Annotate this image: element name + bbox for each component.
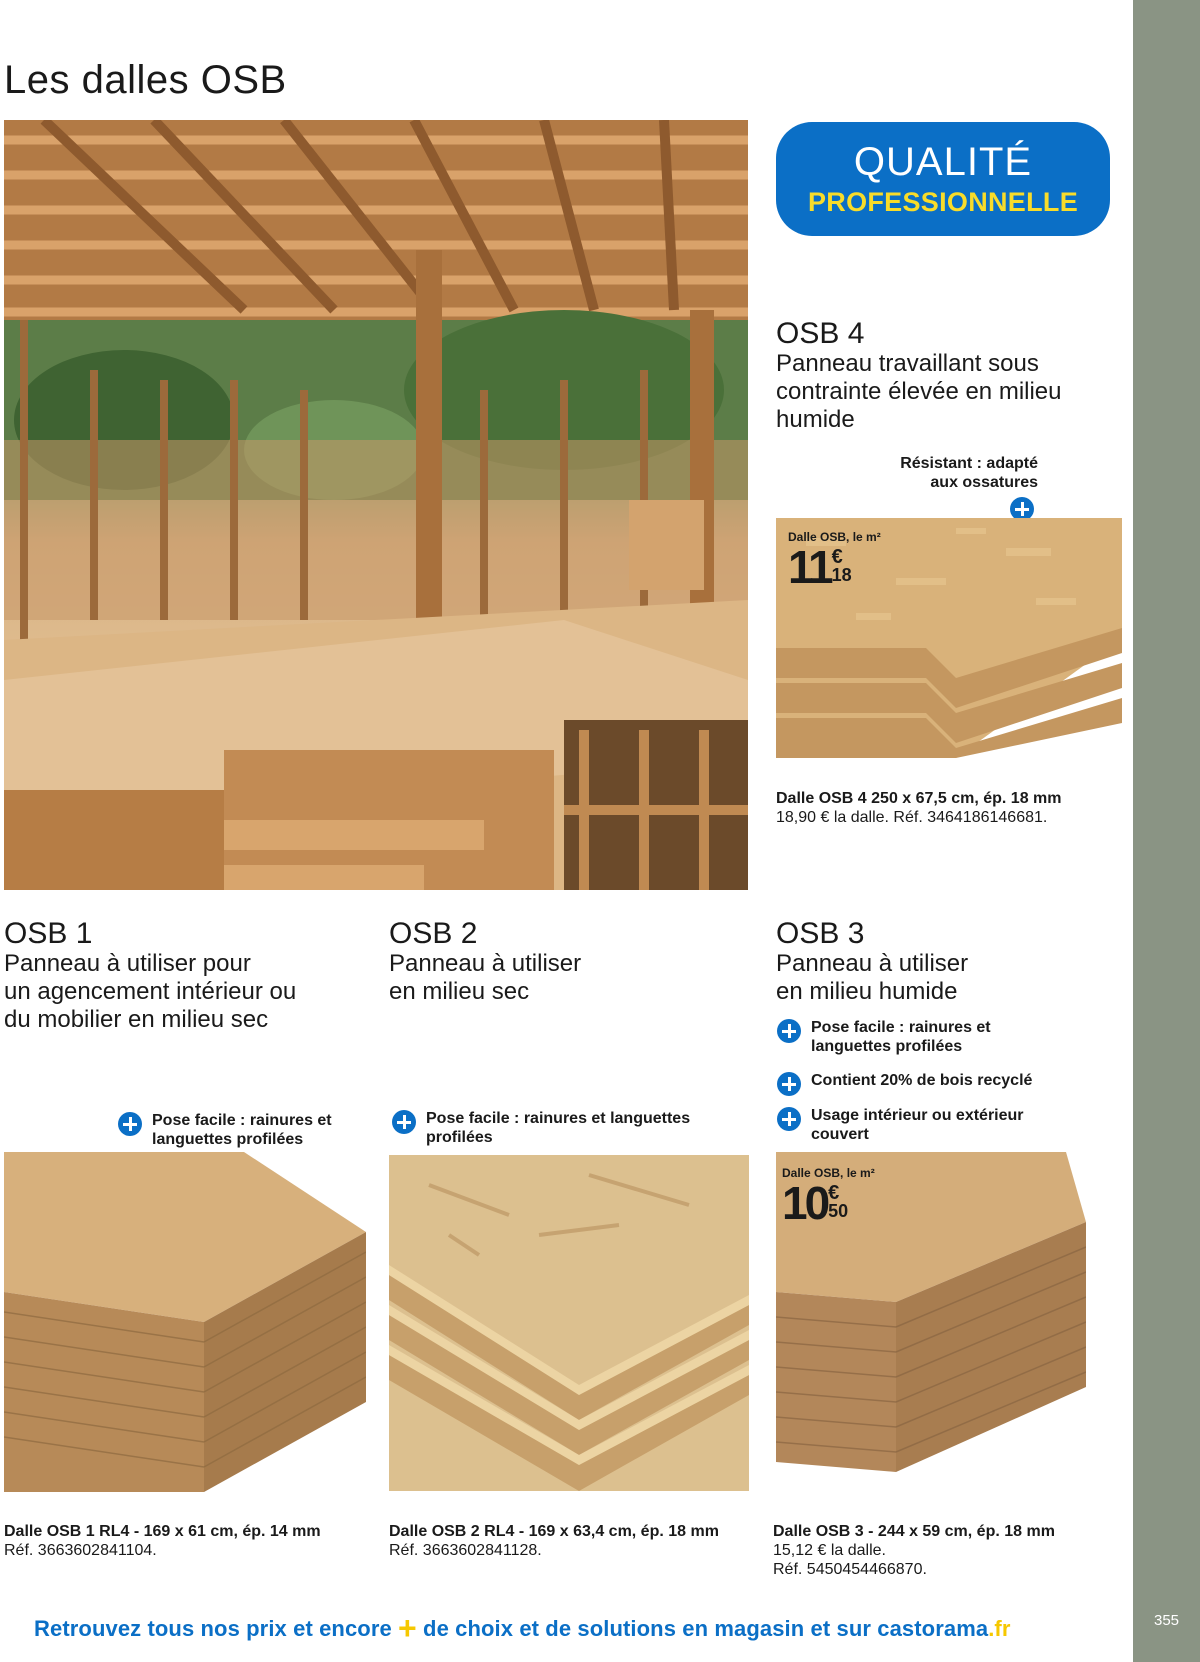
osb2-desc-line: Panneau à utiliser [389, 950, 582, 977]
price-currency: € [831, 546, 843, 568]
spec-line: Réf. 5450454466870. [773, 1561, 927, 1578]
osb4-title: OSB 4 [776, 317, 865, 350]
osb1-feature [118, 1111, 332, 1149]
spec-line: Réf. 3663602841104. [4, 1542, 157, 1559]
footer-tagline [34, 1610, 1011, 1647]
osb1-description [4, 950, 296, 1034]
osb1-product-image [4, 1152, 366, 1492]
osb3-desc-line: Panneau à utiliser [776, 950, 969, 977]
osb4-spec [776, 789, 1062, 827]
price-integer: 10 [782, 1177, 828, 1229]
side-band [1133, 0, 1200, 1662]
price-side [832, 548, 852, 584]
osb4-feature [800, 454, 1038, 492]
plus-icon [392, 1110, 416, 1134]
feature-line: couvert [811, 1126, 869, 1143]
osb4-desc-line: humide [776, 406, 855, 433]
osb4-feature-line: Résistant : adapté [900, 455, 1038, 472]
spec-line: 15,12 € la dalle. [773, 1542, 886, 1559]
plus-icon [777, 1072, 801, 1096]
quality-badge [776, 122, 1110, 236]
spec-line: 18,90 € la dalle. Réf. 3464186146681. [776, 809, 1048, 826]
feature-line: languettes profilées [811, 1038, 963, 1055]
plus-icon [777, 1107, 801, 1131]
osb2-feature [392, 1109, 690, 1147]
osb4-price [788, 530, 881, 593]
osb3-description [776, 950, 968, 1006]
osb3-desc-line: en milieu humide [776, 978, 958, 1005]
footer-text-1: Retrouvez tous nos prix et encore [34, 1616, 399, 1641]
hero-photo-timber-frame [4, 120, 748, 890]
osb3-price [782, 1166, 875, 1229]
osb1-desc-line: Panneau à utiliser pour [4, 950, 251, 977]
osb2-spec [389, 1522, 719, 1560]
price-currency: € [828, 1182, 840, 1204]
osb2-desc-line: en milieu sec [389, 978, 530, 1005]
spec-name: Dalle OSB 3 - 244 x 59 cm, ép. 18 mm [773, 1523, 1055, 1540]
feature-line: Usage intérieur ou extérieur [811, 1107, 1024, 1124]
osb1-desc-line: du mobilier en milieu sec [4, 1006, 269, 1033]
osb4-desc-line: Panneau travaillant sous [776, 350, 1039, 377]
osb3-feature-2 [777, 1071, 1032, 1096]
page-title: Les dalles OSB [4, 58, 287, 102]
feature-line: languettes profilées [152, 1131, 304, 1148]
feature-text [811, 1071, 1032, 1090]
feature-line: Pose facile : rainures et languettes [426, 1110, 691, 1127]
footer-text-2: de choix et de solutions en magasin et sur castorama [416, 1616, 989, 1641]
spec-name: Dalle OSB 1 RL4 - 169 x 61 cm, ép. 14 mm [4, 1523, 321, 1540]
feature-text [811, 1018, 991, 1056]
feature-text [811, 1106, 1024, 1144]
spec-name: Dalle OSB 4 250 x 67,5 cm, ép. 18 mm [776, 790, 1062, 807]
osb4-description [776, 350, 1062, 434]
osb4-desc-line: contrainte élevée en milieu [776, 378, 1062, 405]
osb1-desc-line: un agencement intérieur ou [4, 978, 297, 1005]
osb2-title: OSB 2 [389, 917, 478, 950]
feature-text [152, 1111, 332, 1149]
osb2-product-image [389, 1155, 749, 1491]
price-integer: 11 [788, 541, 831, 593]
badge-line-1: QUALITÉ [853, 140, 1033, 184]
footer-text-3: .fr [988, 1616, 1011, 1641]
feature-line: Pose facile : rainures et [811, 1019, 991, 1036]
price-side [828, 1184, 848, 1220]
page-number: 355 [1153, 1612, 1180, 1629]
price-label: Dalle OSB, le m² [782, 1166, 875, 1180]
osb4-feature-line: aux ossatures [930, 474, 1038, 491]
osb2-description [389, 950, 581, 1006]
osb3-spec [773, 1522, 1055, 1579]
price-decimals: 18 [831, 565, 852, 585]
spec-line: Réf. 3663602841128. [389, 1542, 542, 1559]
price-decimals: 50 [828, 1201, 849, 1221]
feature-line: Contient 20% de bois recyclé [811, 1072, 1033, 1089]
price-label: Dalle OSB, le m² [788, 530, 881, 544]
feature-line: profilées [426, 1129, 493, 1146]
osb1-spec [4, 1522, 321, 1560]
osb3-title: OSB 3 [776, 917, 865, 950]
plus-icon [777, 1019, 801, 1043]
badge-line-2: PROFESSIONNELLE [807, 187, 1079, 217]
osb1-title: OSB 1 [4, 917, 93, 950]
footer-plus-icon: + [398, 1610, 417, 1646]
spec-name: Dalle OSB 2 RL4 - 169 x 63,4 cm, ép. 18 mm [389, 1523, 719, 1540]
feature-line: Pose facile : rainures et [152, 1112, 332, 1129]
plus-icon [118, 1112, 142, 1136]
feature-text [426, 1109, 690, 1147]
osb3-feature-1 [777, 1018, 991, 1056]
osb3-feature-3 [777, 1106, 1024, 1144]
